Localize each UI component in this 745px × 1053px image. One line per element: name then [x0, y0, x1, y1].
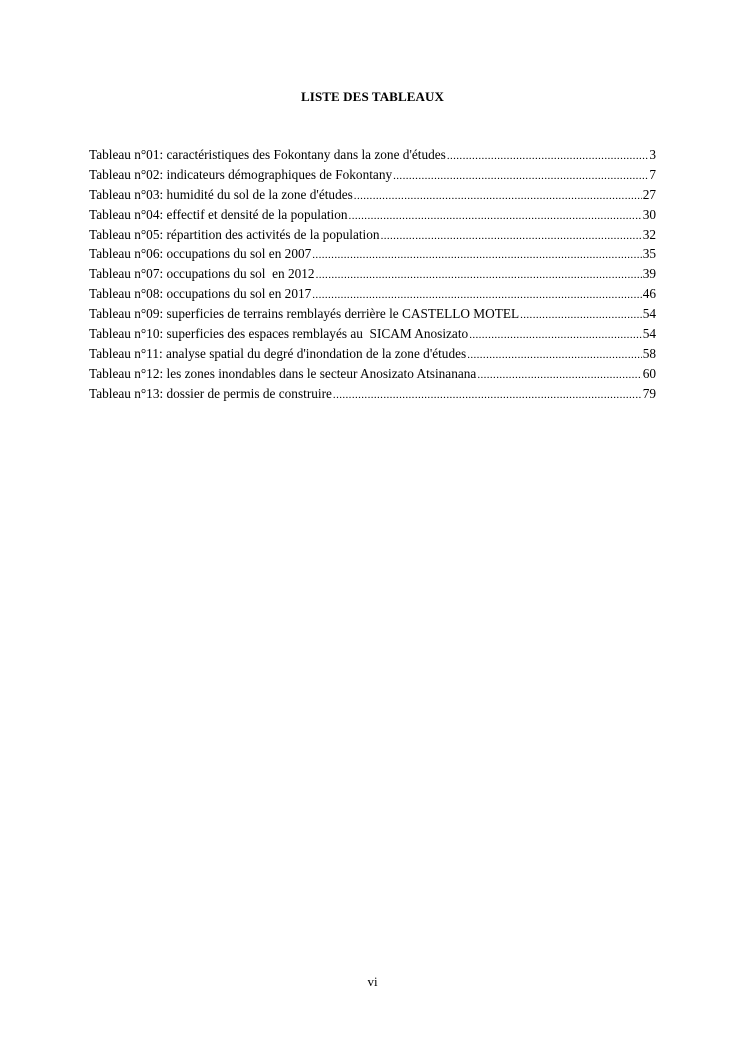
toc-entry[interactable]	[89, 246, 656, 266]
toc-entry-label: Tableau n°06: occupations du sol en 2007	[89, 246, 312, 262]
dot-leader	[469, 329, 642, 341]
toc-entry-label: Tableau n°13: dossier de permis de construire	[89, 385, 332, 401]
toc-entry[interactable]	[89, 266, 656, 286]
dot-leader	[447, 150, 649, 162]
toc-entry-page: 27	[642, 186, 656, 202]
dot-leader	[520, 309, 642, 321]
page-number: vi	[367, 974, 378, 989]
toc-entry-page: 39	[642, 266, 656, 282]
toc-entry[interactable]	[89, 386, 656, 406]
toc-entry-label: Tableau n°10: superficies des espaces remblayés au SICAM Anosizato	[89, 326, 469, 342]
toc-entry[interactable]	[89, 326, 656, 346]
toc-entry-label: Tableau n°05: répartition des activités de la population	[89, 226, 380, 242]
toc-entry[interactable]	[89, 346, 656, 366]
dot-leader	[312, 289, 641, 301]
toc-entry-page: 7	[649, 166, 656, 182]
page-title: LISTE DES TABLEAUX	[301, 89, 444, 104]
toc-entry[interactable]	[89, 366, 656, 386]
dot-leader	[354, 190, 642, 202]
toc-entry[interactable]	[89, 227, 656, 247]
toc-entry-page: 3	[649, 147, 656, 162]
toc-entry-page: 54	[642, 326, 656, 342]
toc-entry-page: 79	[642, 385, 656, 401]
toc-entry[interactable]	[89, 147, 656, 167]
toc-entry-label: Tableau n°12: les zones inondables dans le secteur Anosizato Atsinanana	[89, 365, 477, 381]
toc-entry[interactable]	[89, 286, 656, 306]
toc-entry-page: 30	[642, 206, 656, 222]
toc-entry-label: Tableau n°07: occupations du sol en 2012	[89, 266, 315, 282]
toc-entry-label: Tableau n°09: superficies de terrains remblayés derrière le CASTELLO MOTEL	[89, 306, 520, 322]
toc-entry-label: Tableau n°08: occupations du sol en 2017	[89, 286, 312, 302]
toc-entry-page: 35	[642, 246, 656, 262]
toc-entry-page: 46	[642, 286, 656, 302]
toc-entry-page: 58	[642, 345, 656, 361]
dot-leader	[467, 349, 642, 361]
toc-entry[interactable]	[89, 306, 656, 326]
toc-entry[interactable]	[89, 167, 656, 187]
toc-entry-page: 54	[642, 306, 656, 322]
toc-entry-label: Tableau n°02: indicateurs démographiques de Fokontany	[89, 166, 393, 182]
dot-leader	[333, 389, 642, 401]
toc-entry[interactable]	[89, 207, 656, 227]
dot-leader	[312, 249, 641, 261]
table-of-contents-list	[89, 147, 656, 406]
toc-entry-page: 32	[642, 226, 656, 242]
toc-entry-label: Tableau n°04: effectif et densité de la population	[89, 206, 348, 222]
toc-entry-label: Tableau n°11: analyse spatial du degré d'inondation de la zone d'études	[89, 345, 467, 361]
toc-entry-label: Tableau n°01: caractéristiques des Fokontany dans la zone d'études	[89, 147, 446, 162]
toc-entry-label: Tableau n°03: humidité du sol de la zone d'études	[89, 186, 353, 202]
dot-leader	[381, 230, 642, 242]
dot-leader	[393, 170, 648, 182]
dot-leader	[316, 269, 642, 281]
dot-leader	[349, 210, 642, 222]
toc-entry-page: 60	[642, 365, 656, 381]
dot-leader	[477, 369, 641, 381]
toc-entry[interactable]	[89, 187, 656, 207]
